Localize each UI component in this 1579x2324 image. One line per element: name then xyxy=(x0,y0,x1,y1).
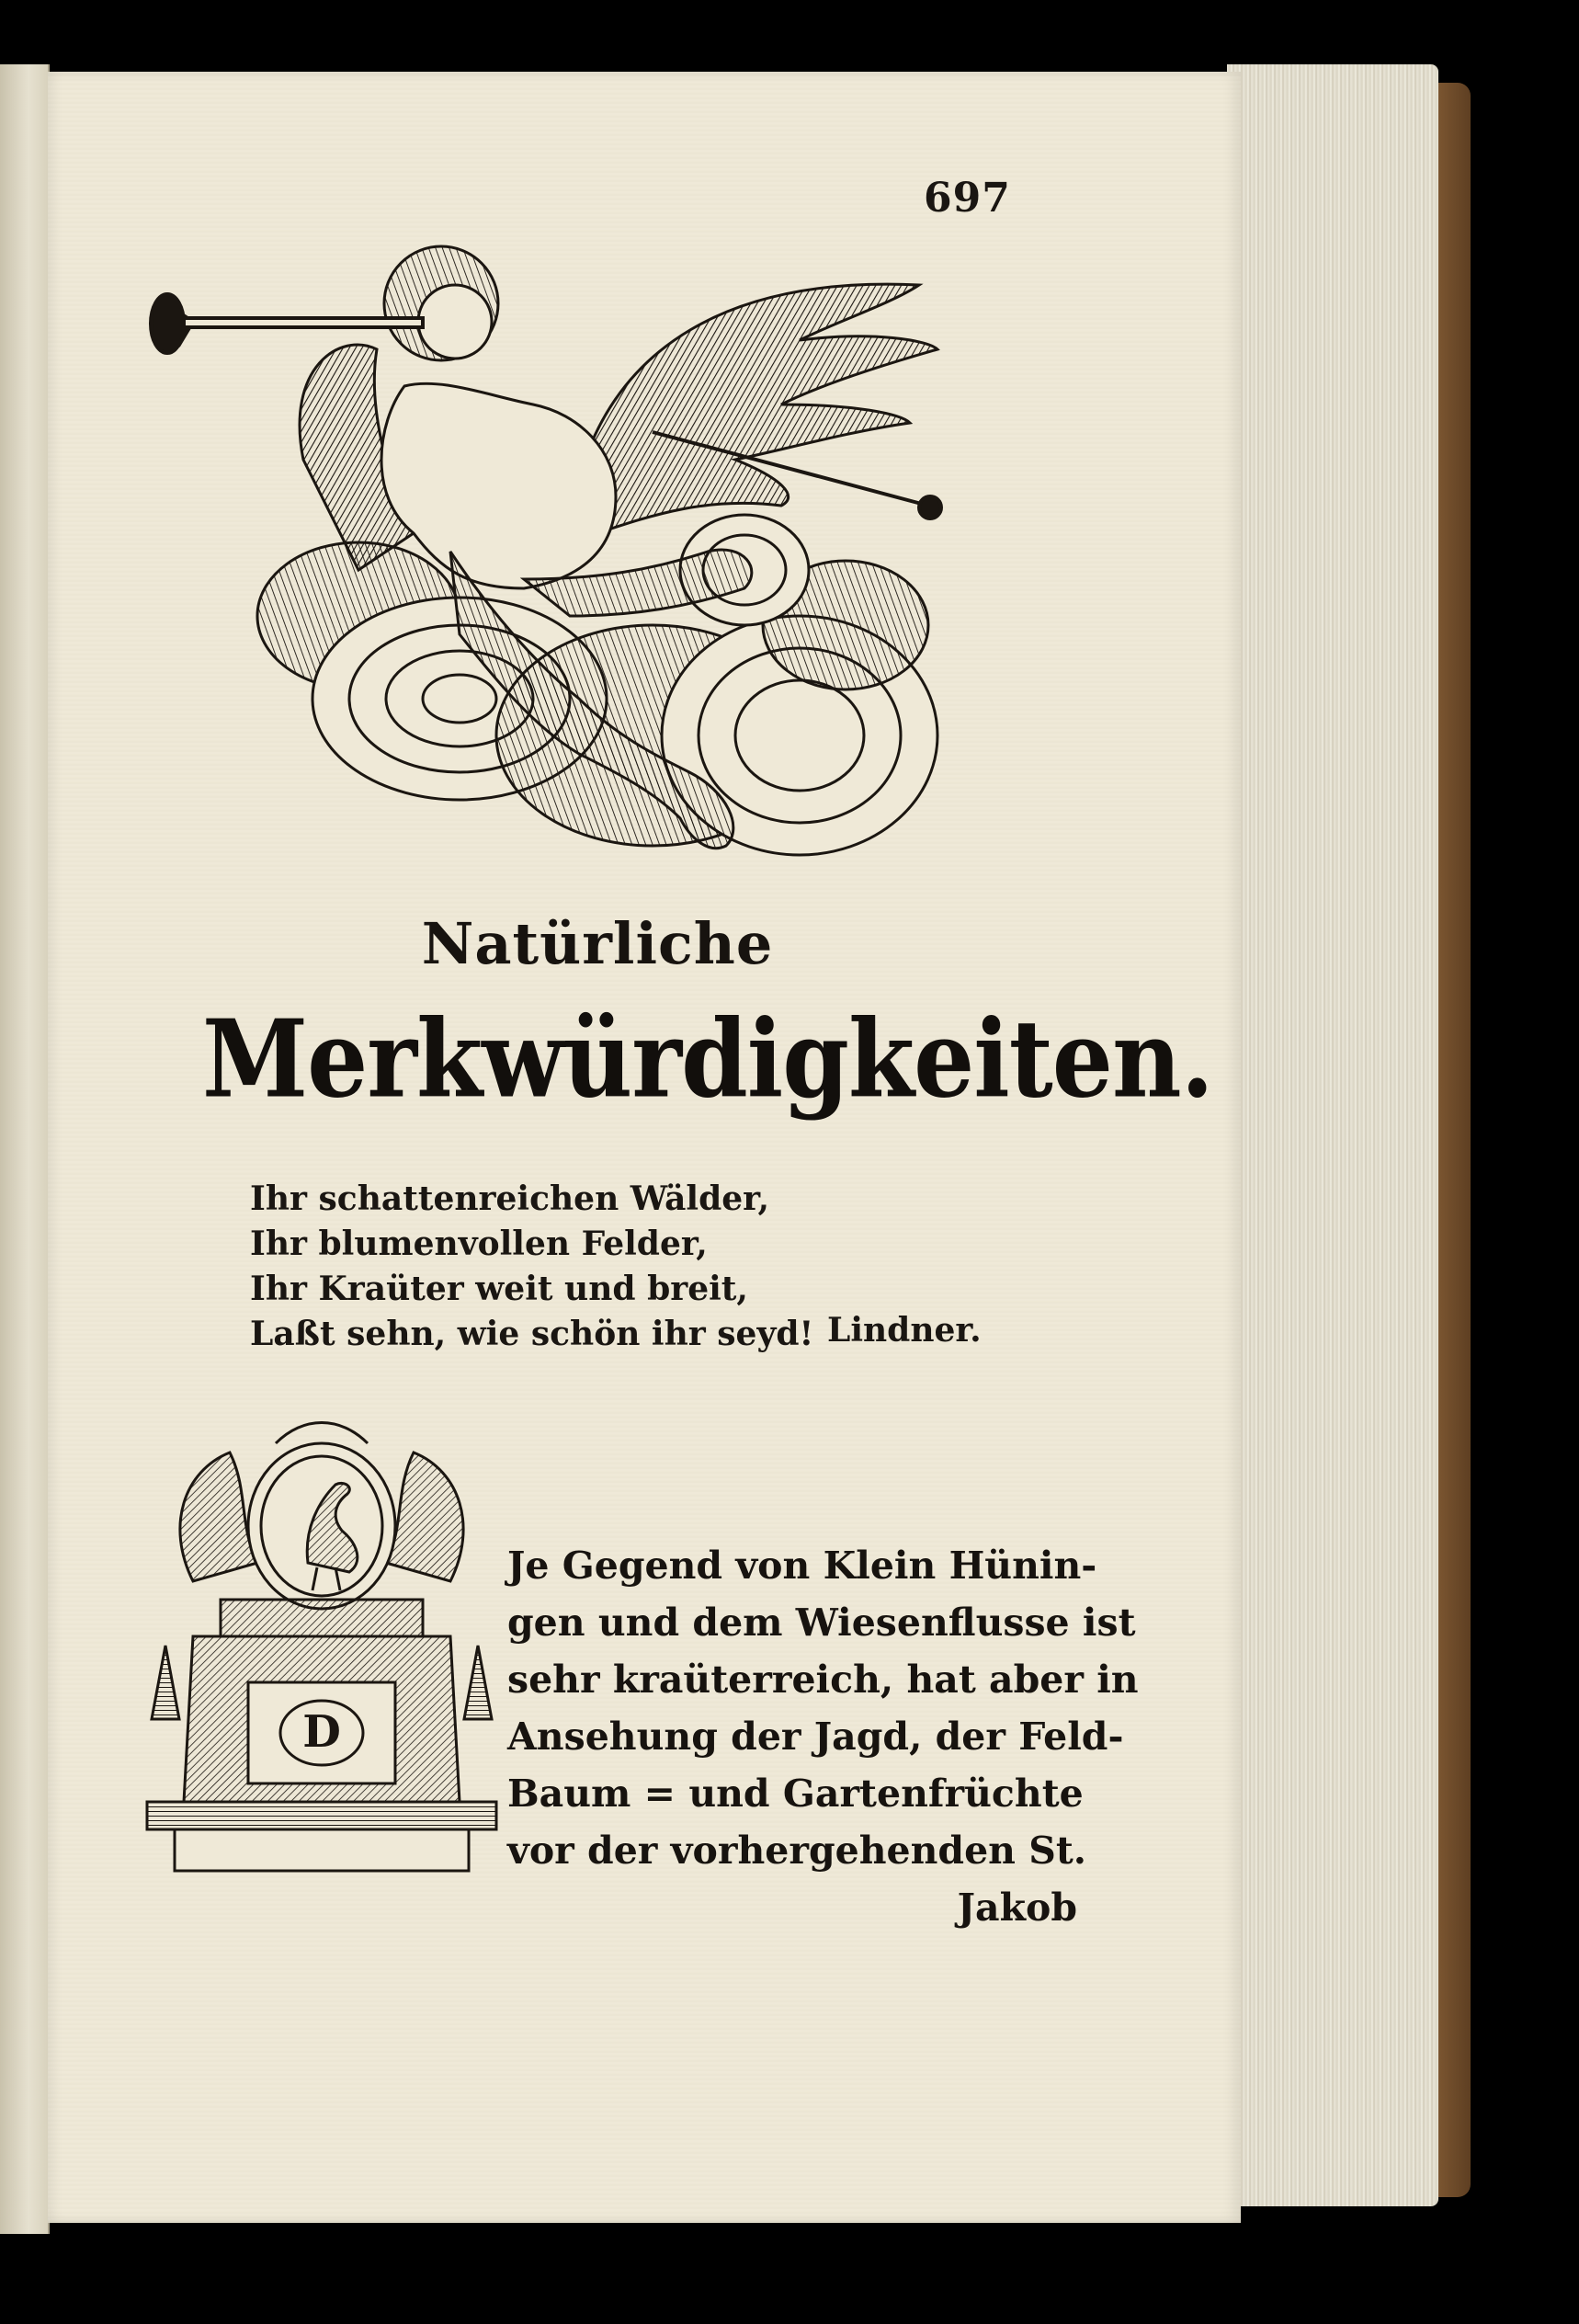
body-paragraph xyxy=(507,1537,1139,1936)
poem-line: Laßt sehn, wie schön ihr seyd! xyxy=(250,1315,814,1353)
initial-letter: D xyxy=(302,1706,341,1758)
heading-merkwuerdigkeiten: Merkwürdigkeiten. xyxy=(202,995,1213,1122)
body-line: Ansehung der Jagd, der Feld- xyxy=(507,1715,1124,1759)
heading-natuerliche: Natürliche xyxy=(421,910,774,977)
angel-trumpet-woodcut xyxy=(138,184,1011,901)
page-fore-edge xyxy=(1227,64,1438,2206)
body-line: gen und dem Wiesenflusse ist xyxy=(507,1601,1136,1645)
page-number: 697 xyxy=(924,175,1011,222)
body-line: vor der vorhergehenden St. xyxy=(507,1828,1087,1873)
poem-author: Lindner. xyxy=(827,1311,982,1350)
body-line: Je Gegend von Klein Hünin- xyxy=(507,1544,1097,1588)
left-page-edge xyxy=(0,64,50,2234)
body-line: sehr kraüterreich, hat aber in xyxy=(507,1658,1139,1702)
poem-line: Ihr Kraüter weit und breit, xyxy=(250,1270,748,1308)
poem-line: Ihr schattenreichen Wälder, xyxy=(250,1179,770,1218)
poem-line: Ihr blumenvollen Felder, xyxy=(250,1225,708,1263)
decorated-initial xyxy=(138,1416,506,1875)
catchword: Jakob xyxy=(957,1885,1077,1930)
body-line: Baum = und Gartenfrüchte xyxy=(507,1771,1084,1816)
